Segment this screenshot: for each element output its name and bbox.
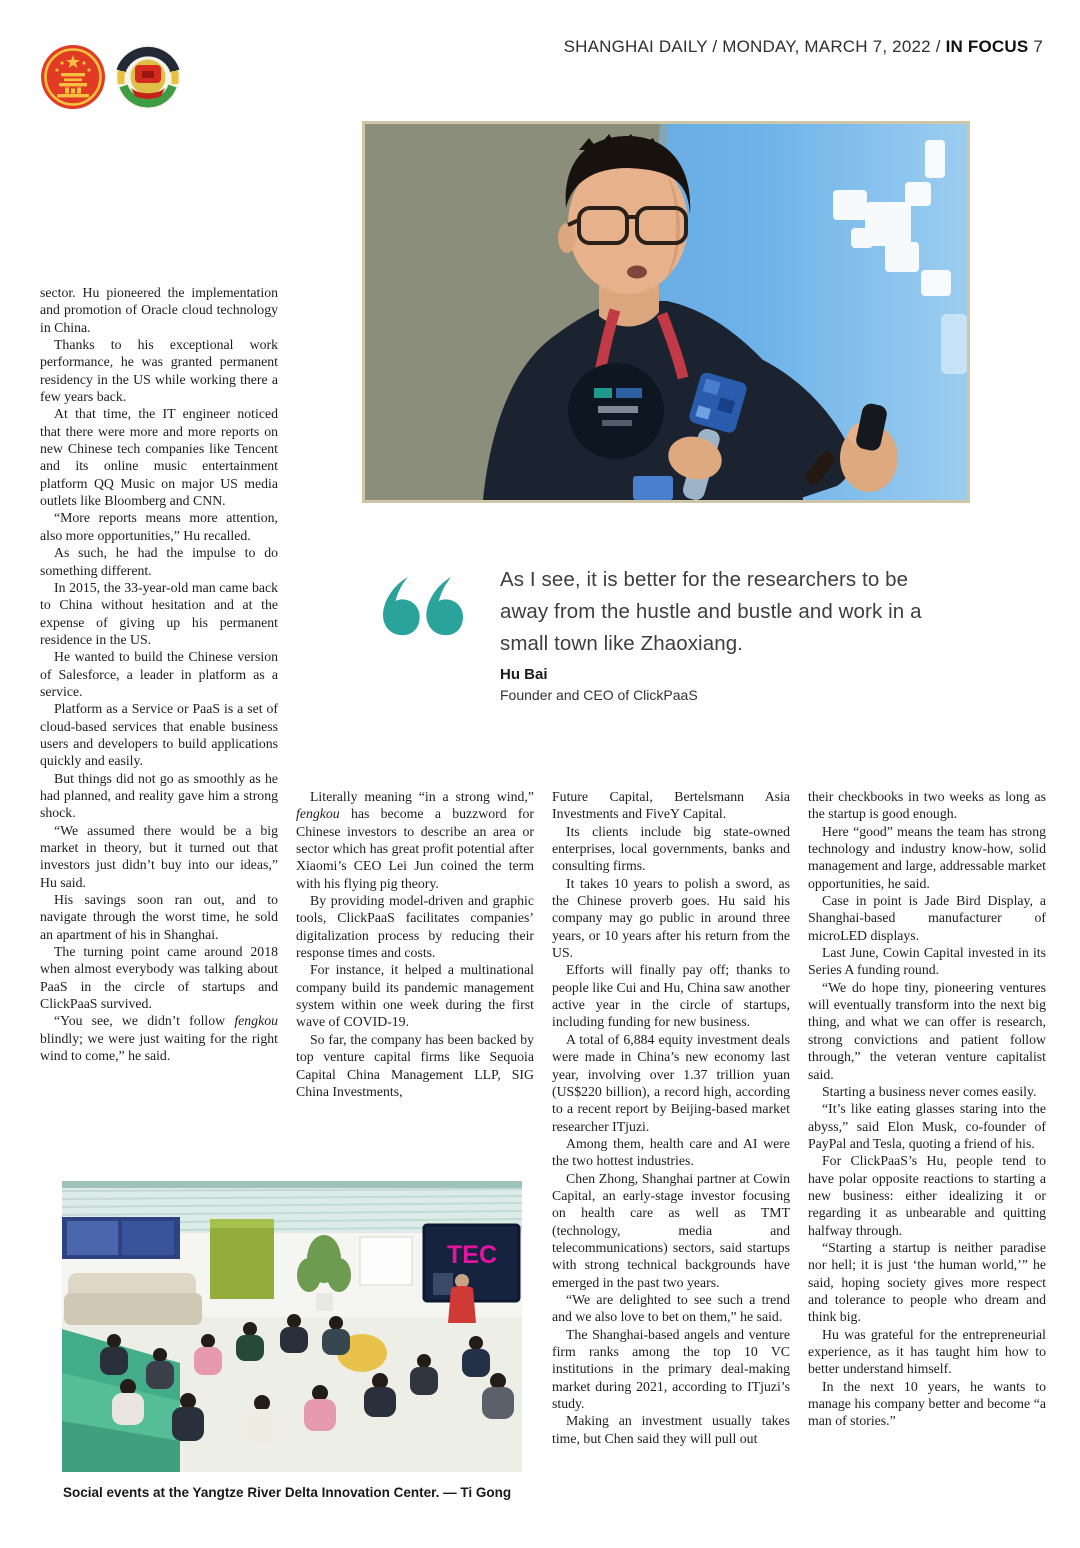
event-photo xyxy=(62,1181,522,1472)
article-paragraph: Chen Zhong, Shanghai partner at Cowin Capital, an early-stage investor focusing on health care as well as TMT (technology, media and telecommunications) sectors, said startups with strong technical backgrounds have emerged in the past two years. xyxy=(552,1170,790,1290)
article-paragraph: But things did not go as smoothly as he had planned, and reality gave him a strong shock. xyxy=(40,770,278,821)
pull-quote-author-title: Founder and CEO of ClickPaaS xyxy=(500,687,698,703)
article-paragraph: their checkbooks in two weeks as long as the startup is good enough. xyxy=(808,789,1046,822)
article-column-2 xyxy=(296,788,534,1180)
masthead-emblems xyxy=(40,44,181,110)
photo-caption-text: Social events at the Yangtze River Delta Innovation Center. xyxy=(63,1485,440,1500)
article-paragraph: “We assumed there would be a big market in theory, but it turned out that investors just didn’t buy into our ideas,” Hu said. xyxy=(40,822,278,890)
photo-caption-credit: — Ti Gong xyxy=(443,1485,512,1500)
article-paragraph: It takes 10 years to polish a sword, as the Chinese proverb goes. Hu said his company may go public in around three years, or 10 years after his return from the US. xyxy=(552,875,790,961)
article-paragraph: At that time, the IT engineer noticed that there were more and more reports on new Chinese tech companies like Tencent and its online music entertainment platform QQ Music on major US media outlets like Bloomberg and CNN. xyxy=(40,406,278,509)
article-paragraph: Starting a business never comes easily. xyxy=(822,1083,1037,1099)
article-paragraph: Thanks to his exceptional work performance, he was granted permanent residency in the US while working there a few years back. xyxy=(40,337,278,405)
china-national-emblem-icon xyxy=(40,44,106,110)
article-paragraph: Hu was grateful for the entrepreneurial experience, as it has taught him how to better understand himself. xyxy=(808,1326,1046,1377)
article-paragraph: His savings soon ran out, and to navigate through the worst time, he sold an apartment of his in Shanghai. xyxy=(40,892,278,942)
article-paragraph: So far, the company has been backed by top venture capital firms like Sequoia Capital China Management LLP, SIG China Investments, xyxy=(296,1031,534,1099)
article-column-4 xyxy=(808,788,1046,1516)
article-paragraph: “It’s like eating glasses staring into the abyss,” said Elon Musk, co-founder of PayPal and Tesla, quoting a friend of his. xyxy=(808,1101,1046,1151)
page-number: 7 xyxy=(1033,37,1043,56)
pull-quote-author: Hu Bai xyxy=(500,666,548,683)
article-paragraph: By providing model-driven and graphic tools, ClickPaaS facilitates companies’ digitalization process by reducing their response times and costs. xyxy=(296,893,534,961)
article-paragraph: “Starting a startup is neither paradise nor hell; it is just ‘the human world,’” he said, hoping society gives more respect and tolerance to people who dream and think big. xyxy=(808,1239,1046,1325)
article-paragraph: “We are delighted to see such a trend and we also love to bet on them,” he said. xyxy=(552,1291,790,1325)
article-paragraph: He wanted to build the Chinese version of Salesforce, a leader in platform as a service. xyxy=(40,649,278,699)
article-paragraph: Here “good” means the team has strong technology and industry know-how, solid management and large, addressable market opportunities, he said. xyxy=(808,823,1046,891)
article-column-3 xyxy=(552,788,790,1516)
article-paragraph: As such, he had the impulse to do something different. xyxy=(40,545,278,578)
speaker-photo xyxy=(362,121,970,503)
page-header xyxy=(564,37,1043,57)
article-paragraph: Future Capital, Bertelsmann Asia Investments and FiveY Capital. xyxy=(552,789,790,822)
article-paragraph: “More reports means more attention, also more opportunities,” Hu recalled. xyxy=(40,510,278,543)
article-paragraph: Among them, health care and AI were the two hottest industries. xyxy=(552,1135,790,1169)
article-paragraph: The turning point came around 2018 when almost everybody was talking about PaaS in the circle of startups and ClickPaaS survived. xyxy=(40,944,278,1012)
article-paragraph: “We do hope tiny, pioneering ventures will eventually transform into the next big thing, and what we can offer is research, strong convictions and patient follow through,” the veteran venture capitalist said. xyxy=(808,979,1046,1082)
article-paragraph: A total of 6,884 equity investment deals were made in China’s new economy last year, involving over 1.37 trillion yuan (US$220 billion), a record high, according to a recent report by Beijing-based market researcher ITjuzi. xyxy=(552,1031,790,1134)
article-paragraph: Literally meaning “in a strong wind,” fengkou has become a buzzword for Chinese investors to describe an area or sector which has great profit potential after Xiaomi’s CEO Lei Jun coined the term with his flying pig theory. xyxy=(296,789,534,891)
article-paragraph: Case in point is Jade Bird Display, a Shanghai-based manufacturer of microLED displays. xyxy=(808,893,1046,943)
photo-caption xyxy=(63,1485,533,1500)
article-column-1 xyxy=(40,284,278,1142)
article-paragraph: In the next 10 years, he wants to manage his company better and become “a man of stories.” xyxy=(808,1378,1046,1429)
cppcc-emblem-icon xyxy=(115,44,181,110)
article-paragraph: Last June, Cowin Capital invested in its Series A funding round. xyxy=(808,945,1046,978)
article-paragraph: Making an investment usually takes time, but Chen said they will pull out xyxy=(552,1413,790,1446)
article-paragraph: For instance, it helped a multinational company build its pandemic management system within one week during the first wave of COVID-19. xyxy=(296,962,534,1030)
article-paragraph: sector. Hu pioneered the implementation and promotion of Oracle cloud technology in China. xyxy=(40,285,278,335)
article-paragraph: Efforts will finally pay off; thanks to people like Cui and Hu, China saw another active year in the circle of startups, including funding for new business. xyxy=(552,962,790,1030)
article-paragraph: Platform as a Service or PaaS is a set of cloud-based services that enable business users and developers to build applications quickly and easily. xyxy=(40,701,278,769)
article-paragraph: Its clients include big state-owned enterprises, local governments, banks and consulting firms. xyxy=(552,823,790,874)
pull-quote-text: As I see, it is better for the researchers to be away from the hustle and bustle and work in a small town like Zhaoxiang. xyxy=(500,568,922,655)
article-paragraph: “You see, we didn’t follow fengkou blindly; we were just waiting for the right wind to come,” he said. xyxy=(40,1013,278,1064)
quote-mark-icon xyxy=(383,566,463,646)
article-paragraph: For ClickPaaS’s Hu, people tend to have polar opposite reactions to starting a new business: either idealizing it or regarding it as unbearable and quitting halfway through. xyxy=(808,1153,1046,1238)
article-paragraph: The Shanghai-based angels and venture firm ranks among the top 10 VC institutions in the primary deal-making market during 2021, according to ITjuzi’s study. xyxy=(552,1326,790,1412)
masthead-date: SHANGHAI DAILY / MONDAY, MARCH 7, 2022 / xyxy=(563,37,941,56)
screen-label-text: TEC xyxy=(447,1241,497,1269)
article-paragraph: In 2015, the 33-year-old man came back to China without hesitation and at the expense of giving up his permanent residence in the US. xyxy=(40,579,278,647)
section-title: IN FOCUS xyxy=(945,37,1029,56)
